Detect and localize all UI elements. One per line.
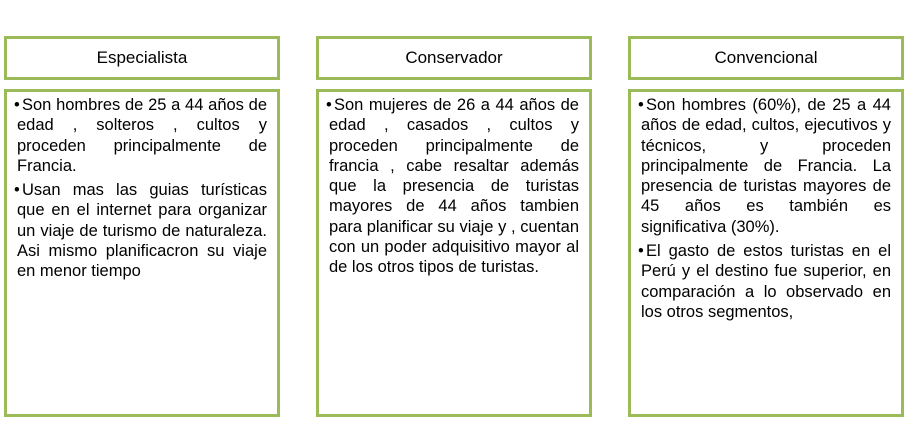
- bullet-text: Son mujeres de 26 a 44 años de edad , casados , cultos y proceden principalmente de francia , cabe resaltar además que la presencia de turistas mayores de 44 años tambien para planificar su viaje y , cuentan con un poder adquisitivo mayor al de los otros tipos de turistas.: [329, 96, 579, 277]
- bullet-text: Usan mas las guias turísticas que en el internet para organizar un viaje de turismo de naturaleza. Asi mismo planificacron su viaje en menor tiempo: [17, 181, 267, 281]
- bullet-item: [638, 95, 891, 237]
- bullet-icon: •: [14, 96, 20, 114]
- bullet-item: [14, 95, 267, 176]
- bullet-icon: •: [14, 181, 20, 200]
- bullet-item: [638, 241, 891, 322]
- bullet-text: El gasto de estos turistas en el Perú y el destino fue superior, en comparación a lo observado en los otros segmentos,: [641, 242, 891, 321]
- segment-description: [628, 89, 904, 417]
- segment-especialista: [4, 36, 280, 417]
- segment-title: Conservador: [316, 36, 592, 80]
- bullet-icon: •: [638, 242, 644, 261]
- segment-description: [316, 89, 592, 417]
- bullet-item: [14, 180, 267, 281]
- segment-description: [4, 89, 280, 417]
- bullet-icon: •: [326, 96, 332, 114]
- segment-convencional: [628, 36, 904, 417]
- segment-title: Convencional: [628, 36, 904, 80]
- bullet-text: Son hombres (60%), de 25 a 44 años de edad, cultos, ejecutivos y técnicos, y proceden principalmente de Francia. La presencia de turistas mayores de 45 años es también es significativa (30%).: [641, 96, 891, 236]
- segment-conservador: [316, 36, 592, 417]
- bullet-item: [326, 95, 579, 278]
- bullet-text: Son hombres de 25 a 44 años de edad , solteros , cultos y proceden principalmente de Francia.: [17, 96, 267, 175]
- bullet-icon: •: [638, 96, 644, 114]
- segment-title: Especialista: [4, 36, 280, 80]
